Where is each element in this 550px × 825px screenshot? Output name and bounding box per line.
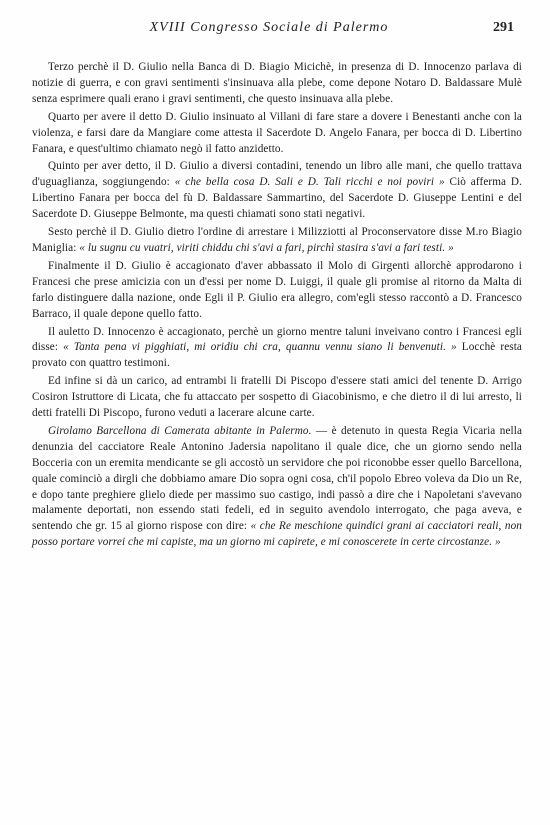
paragraph-barcellona: [32, 424, 522, 551]
paragraph-text: Ed infine si dà un carico, ad entrambi li fratelli Di Piscopo d'essere stati amici del tenente D. Arrigo Cosiron Istruttore di Licata, che fu attaccato per sospetto di Giacobinismo, e che dietro il di lui arresto, li detti fratelli Di Piscopo, furono veduti a lacerare alcune carte.: [32, 375, 522, 420]
paragraph-piscopo: [32, 374, 522, 422]
paragraph-text: Quarto per avere il detto D. Giulio insinuato al Villani di fare stare a dovere i Benestanti anche con la violenza, e farsi dare da Mangiare come attesta il Sacerdote D. Angelo Fanara, per bocca di D. Libertino Fanara, e quest'ultimo chiamato negò il fatto anzidetto.: [32, 110, 522, 155]
paragraph-text: Sesto perchè il D. Giulio dietro l'ordine di arrestare i Milizziotti al Proconservatore disse M.ro Biagio Maniglia:: [32, 226, 522, 254]
paragraph-text: Finalmente il D. Giulio è accagionato d'aver abbassato il Molo di Girgenti allorchè approdarono i Francesi che prese amicizia con un d'essi per nome D. Luiggi, il quale gli promise al ritorno da Malta di farlo distinguere dalla nazione, onde Egli il P. Giulio era allegro, com'egli stesso raccontò a D. Francesco Barraco, il quale depone quello fatto.: [32, 259, 522, 320]
defendant-name: Girolamo Barcellona di Camerata abitante in Palermo.: [48, 424, 312, 437]
paragraph-text: Ciò afferma D. Libertino Fanara per bocca del fù D. Baldassare Sammartino, del Sacerdote D. Giuseppe Lentini e del Sacerdote D. Giuseppe Belmonte, ma questi chiamati sono stati negativi.: [32, 176, 522, 221]
quotation: « Tanta pena vi pigghiati, mi oridiu chi cra, quannu vennu siano li benvenuti. »: [63, 341, 457, 354]
body-text: [32, 60, 522, 553]
page-number: 291: [493, 20, 514, 35]
paragraph-innocenzo: [32, 325, 522, 373]
paragraph-sesto: [32, 225, 522, 257]
paragraph-quarto: [32, 110, 522, 158]
paragraph-text: — è detenuto in questa Regia Vicaria nella denunzia del cacciatore Reale Antonino Jadersia napolitano il quale dice, che un giorno sendo nella Bocceria con un eremita mendicante se gli accostò un servidore che poi riconobbe esser quello Barcellona, quale cominciò a dirgli che dobbiamo amare Dio sopra ogni cosa, ch'il popolo Ebreo voleva da Dio un Re, e dopo tante preghiere glielo diede per massimo suo castigo, indi passò a dire che i Napoletani s'avevano malamente deportati, non essendo stati fedeli, ed in seguito avendolo interrogato, che paga aveva, e sentendo che gr. 15 al giorno rispose con dire:: [32, 424, 523, 533]
quotation: « che bella cosa D. Sali e D. Tali ricchi e noi poviri »: [174, 176, 445, 189]
paragraph-text: Quinto per aver detto, il D. Giulio a diversi contadini, tenendo un libro alle mani, che quello trattava d'uguaglianza, soggiungendo:: [32, 160, 522, 189]
quotation: « che Re meschione quindici grani ai cacciatori reali, non posso portare vorrei che mi capiste, ma un giorno mi capirete, e mi conoscerete in certe circostanze. »: [32, 520, 522, 549]
paragraph-quinto: [32, 159, 522, 223]
quotation: « lu sugnu cu vuatri, viriti chiddu chi s'avi a fari, pirchì stasira s'avi a fari testi. »: [79, 241, 454, 254]
paragraph-text: Terzo perchè il D. Giulio nella Banca di D. Biagio Micichè, in presenza di D. Innocenzo parlava di notizie di guerra, e con gravi sentimenti s'insinuava alla plebe, come depone Notaro D. Baldassare Mulè senza esprimere quali erano i gravi sentimenti, che questo insinuava alla plebe.: [32, 61, 522, 105]
paragraph-terzo: [32, 60, 522, 108]
paragraph-finalmente: [32, 259, 522, 323]
running-title: XVIII Congresso Sociale di Palermo: [149, 20, 389, 35]
paragraph-text: Il auletto D. Innocenzo è accagionato, perchè un giorno mentre taluni inveivano contro i Francesi egli disse:: [32, 325, 522, 354]
paragraph-text: Locchè resta provato con quattro testimoni.: [32, 341, 522, 370]
